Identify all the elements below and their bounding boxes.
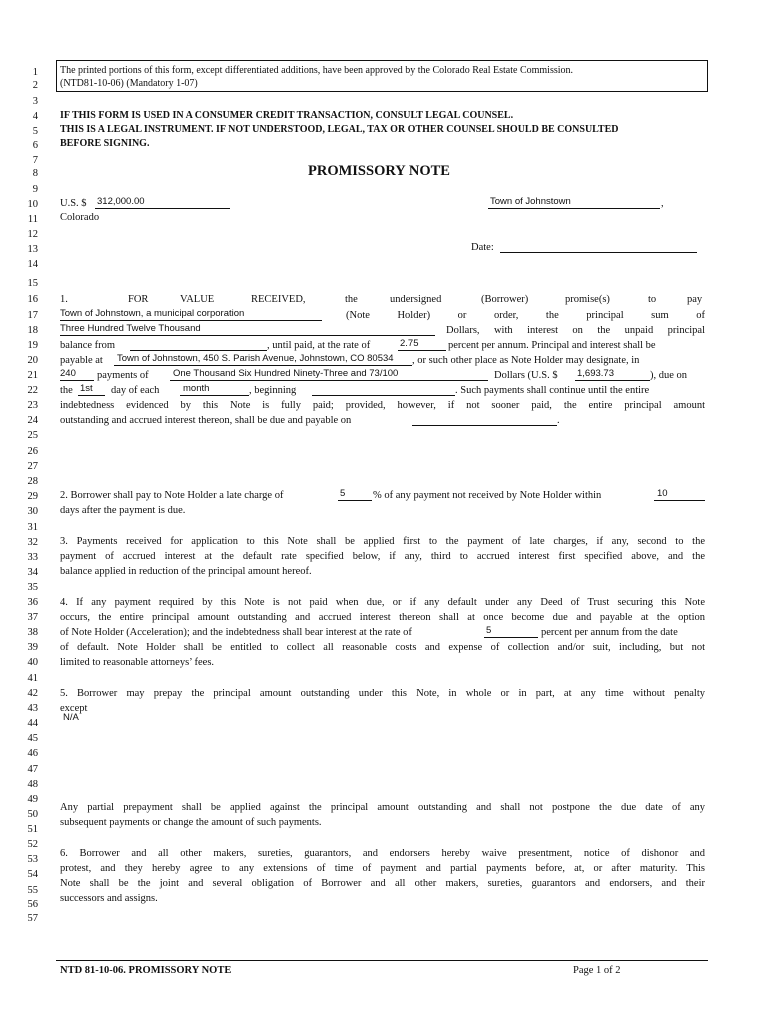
line-number: 26: [27, 446, 38, 457]
line-number: 39: [27, 642, 38, 653]
document-title: PROMISSORY NOTE: [308, 163, 450, 179]
para4-line-5: limited to reasonable attorneys’ fees.: [60, 657, 215, 668]
line-number: 12: [27, 229, 38, 240]
payee-field[interactable]: Town of Johnstown, a municipal corporation: [60, 308, 245, 319]
footer-page-number: Page 1 of 2: [573, 965, 621, 976]
state-text: Colorado: [60, 212, 100, 223]
line-number: 20: [27, 355, 38, 366]
principal-words-field[interactable]: Three Hundred Twelve Thousand: [60, 323, 201, 334]
line-number: 55: [27, 885, 38, 896]
para1-word: FOR: [128, 294, 149, 305]
para6-line-4: successors and assigns.: [60, 893, 158, 904]
beginning-text: , beginning: [249, 385, 297, 396]
line-number: 56: [27, 899, 38, 910]
line-number: 53: [27, 854, 38, 865]
line-number: 49: [27, 794, 38, 805]
warning-line-3: BEFORE SIGNING.: [60, 138, 150, 149]
num-payments-line: [60, 380, 94, 381]
line-number: 5: [32, 126, 38, 137]
line-number: 21: [27, 370, 38, 381]
line-number: 6: [32, 140, 38, 151]
line-number: 9: [32, 184, 38, 195]
place-comma: ,: [661, 198, 664, 209]
line-number: 28: [27, 476, 38, 487]
pay-place-line: [114, 365, 412, 366]
dollars-interest-text: Dollars, with interest on the unpaid principal: [446, 325, 705, 336]
grace-days-field[interactable]: 10: [657, 488, 668, 499]
para4-line-3-post: percent per annum from the date: [541, 627, 678, 638]
para2-line-1: 2. Borrower shall pay to Note Holder a late charge of: [60, 490, 284, 501]
line-number: 23: [27, 400, 38, 411]
line-number: 40: [27, 657, 38, 668]
day-of-each-text: day of each: [111, 385, 160, 396]
due-on-text: ), due on: [650, 370, 688, 381]
para6-line-3: Note shall be the joint and several obligation of Borrower and all other makers, sureties, guarantors and endorsers, and their: [60, 878, 705, 889]
para1-word: RECEIVED,: [251, 294, 306, 305]
para6-line-1: 6. Borrower and all other makers, sureties, guarantors, and endorsers hereby waive presentment, notice of dishonor and: [60, 848, 705, 859]
balance-from-text: balance from: [60, 340, 116, 351]
line-number: 29: [27, 491, 38, 502]
percent-text: percent per annum. Principal and interest shall be: [448, 340, 656, 351]
line-number: 3: [32, 96, 38, 107]
approval-notice-line-1: The printed portions of this form, except differentiated additions, have been approved by the Colorado Real Estate Commission.: [60, 65, 574, 76]
payment-day-field[interactable]: 1st: [80, 383, 93, 394]
principal-amount-field[interactable]: 312,000.00: [97, 196, 145, 207]
number-of-payments-field[interactable]: 240: [60, 368, 76, 379]
para1-number: 1.: [60, 294, 68, 305]
line-number: 46: [27, 748, 38, 759]
date-label: Date:: [471, 242, 494, 253]
line-number: 33: [27, 552, 38, 563]
para1-word: undersigned: [390, 294, 442, 305]
approval-notice-line-2: (NTD81-10-06) (Mandatory 1-07): [60, 78, 198, 89]
line-number: 36: [27, 597, 38, 608]
other-place-text: , or such other place as Note Holder may designate, in: [412, 355, 640, 366]
para2-line-2: days after the payment is due.: [60, 505, 186, 516]
line-number: 31: [27, 522, 38, 533]
line-number: 18: [27, 325, 38, 336]
line-number: 32: [27, 537, 38, 548]
payment-amount-line: [575, 380, 650, 381]
amount-line: [95, 208, 230, 209]
payment-period-field[interactable]: month: [183, 383, 210, 394]
payments-of-text: payments of: [97, 370, 149, 381]
para2-mid-text: % of any payment not received by Note Holder within: [373, 490, 602, 501]
line-number: 48: [27, 779, 38, 790]
line-number: 17: [27, 310, 38, 321]
para1-word: the: [345, 294, 358, 305]
line-number: 50: [27, 809, 38, 820]
para1-line-23: indebtedness evidenced by this Note is fully paid; provided, however, if not sooner paid, the entire principal amount: [60, 400, 705, 411]
line-number: 24: [27, 415, 38, 426]
para3-line-1: 3. Payments received for application to this Note shall be applied first to the payment of late charges, if any, second to the: [60, 536, 705, 547]
payment-words-field[interactable]: One Thousand Six Hundred Ninety-Three and 73/100: [173, 368, 399, 379]
prepayment-exception-field[interactable]: N/A: [63, 712, 79, 723]
maturity-date-field[interactable]: [412, 425, 557, 426]
line-number: 34: [27, 567, 38, 578]
para1-line-24: outstanding and accrued interest thereon, shall be due and payable on: [60, 415, 352, 426]
prepay-line-2: subsequent payments or change the amount of such payments.: [60, 817, 322, 828]
line-number: 25: [27, 430, 38, 441]
warning-line-2: THIS IS A LEGAL INSTRUMENT. IF NOT UNDERSTOOD, LEGAL, TAX OR OTHER COUNSEL SHOULD BE CONSULTED: [60, 124, 619, 135]
line-number: 19: [27, 340, 38, 351]
payment-amount-field[interactable]: 1,693.73: [577, 368, 614, 379]
line-number: 52: [27, 839, 38, 850]
place-field[interactable]: Town of Johnstown: [490, 196, 571, 207]
line-number: 41: [27, 673, 38, 684]
line-number: 11: [27, 214, 38, 225]
footer-rule: [56, 960, 708, 961]
dollars-us-text: Dollars (U.S. $: [494, 370, 558, 381]
para6-line-2: protest, and they hereby agree to any extensions of time of payment and partial payments before, at, or after maturity. This: [60, 863, 705, 874]
period-line: [180, 395, 249, 396]
para4-line-1: 4. If any payment required by this Note is not paid when due, or if any default under any Deed of Trust securing this Note: [60, 597, 705, 608]
line-number: 30: [27, 506, 38, 517]
prepay-line-1: Any partial prepayment shall be applied against the principal amount outstanding and shall not postpone the due date of any: [60, 802, 705, 813]
default-rate-line: [484, 637, 538, 638]
line-number: 37: [27, 612, 38, 623]
para1-period: .: [557, 415, 560, 426]
line-number: 10: [27, 199, 38, 210]
para4-line-3: of Note Holder (Acceleration); and the indebtedness shall bear interest at the rate of: [60, 627, 412, 638]
warning-line-1: IF THIS FORM IS USED IN A CONSUMER CREDIT TRANSACTION, CONSULT LEGAL COUNSEL.: [60, 110, 514, 121]
line-number: 2: [32, 80, 38, 91]
line-number: 14: [27, 259, 38, 270]
payment-words-line: [170, 380, 488, 381]
line-number: 13: [27, 244, 38, 255]
line-number: 16: [27, 294, 38, 305]
payable-at-text: payable at: [60, 355, 103, 366]
place-line: [488, 208, 660, 209]
line-number: 44: [27, 718, 38, 729]
line-number: 57: [27, 913, 38, 924]
para1-word: to: [648, 294, 657, 305]
payment-place-field[interactable]: Town of Johnstown, 450 S. Parish Avenue, Johnstown, CO 80534: [117, 353, 394, 364]
para1-word: VALUE: [180, 294, 215, 305]
para3-line-3: balance applied in reduction of the principal amount hereof.: [60, 566, 312, 577]
line-number: 1: [32, 67, 38, 78]
line-number: 8: [32, 168, 38, 179]
para5-line-1: 5. Borrower may prepay the principal amount outstanding under this Note, in whole or in part, at any time without penalty: [60, 688, 705, 699]
para4-line-2: occurs, the entire principal amount outstanding and accrued interest thereon shall at once become due and payable at the option: [60, 612, 705, 623]
the-text: the: [60, 385, 73, 396]
para5-line-2: except: [60, 703, 88, 714]
para1-word: (Borrower): [481, 294, 529, 305]
line-number: 43: [27, 703, 38, 714]
line-number: 4: [32, 111, 38, 122]
para1-word: pay: [687, 294, 703, 305]
line-number: 54: [27, 869, 38, 880]
line-number: 35: [27, 582, 38, 593]
para4-line-4: of default. Note Holder shall be entitled to collect all reasonable costs and expense of collection and/or suit, including, but not: [60, 642, 705, 653]
line-number: 38: [27, 627, 38, 638]
line-number: 51: [27, 824, 38, 835]
interest-rate-field[interactable]: 2.75: [400, 338, 419, 349]
note-holder-text: (Note Holder) or order, the principal sum of: [346, 310, 705, 321]
default-rate-field[interactable]: 5: [486, 625, 492, 636]
para3-line-2: payment of accrued interest at the default rate specified below, if any, third to accrued interest first specified above, and the: [60, 551, 705, 562]
payee-line: [60, 320, 322, 321]
line-number: 45: [27, 733, 38, 744]
principal-words-line: [60, 335, 435, 336]
beginning-date-field[interactable]: [312, 395, 455, 396]
para1-word: promise(s): [565, 294, 610, 305]
line-number: 42: [27, 688, 38, 699]
line-number: 27: [27, 461, 38, 472]
until-paid-text: , until paid, at the rate of: [267, 340, 371, 351]
us-dollar-label: U.S. $: [60, 198, 87, 209]
balance-from-field[interactable]: [130, 350, 267, 351]
days-line: [654, 500, 705, 501]
date-field[interactable]: [500, 252, 697, 253]
continue-text: . Such payments shall continue until the entire: [455, 385, 650, 396]
day-line: [78, 395, 105, 396]
late-pct-line: [338, 500, 372, 501]
line-number: 7: [32, 155, 38, 166]
line-number: 22: [27, 385, 38, 396]
line-number: 15: [27, 278, 38, 289]
late-charge-percent-field[interactable]: 5: [340, 488, 346, 499]
footer-form-id: NTD 81-10-06. PROMISSORY NOTE: [60, 965, 232, 976]
rate-line: [398, 350, 446, 351]
line-number: 47: [27, 764, 38, 775]
